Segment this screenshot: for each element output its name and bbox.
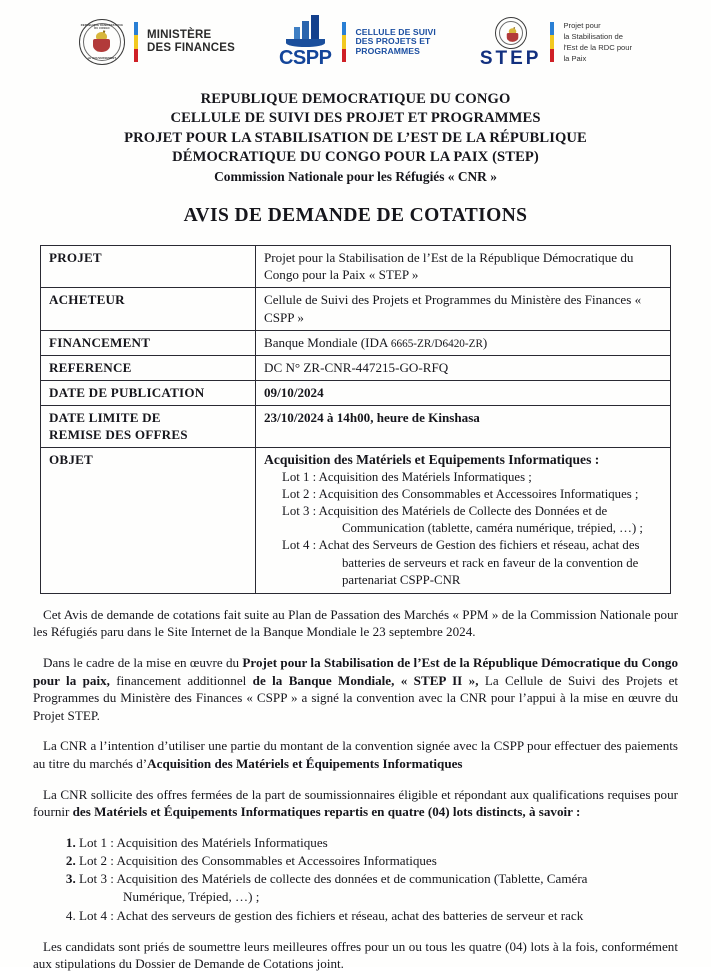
cspp-label-line1: CELLULE DE SUIVI bbox=[355, 26, 436, 37]
objet-lot-4-cont2: partenariat CSPP-CNR bbox=[342, 572, 461, 587]
table-value-objet bbox=[256, 448, 671, 594]
paragraph-1: Cet Avis de demande de cotations fait suite au Plan de Passation des Marchés « PPM » de la Commission Nationale pour les Réfugiés paru dans le Site Internet de la Banque Mondiale le 23 septembre 2024. bbox=[33, 606, 678, 640]
paragraph-2 bbox=[33, 654, 678, 724]
table-value-acheteur: Cellule de Suivi des Projets et Programmes du Ministère des Finances « CSPP » bbox=[256, 288, 671, 330]
cspp-wordmark: CSPP bbox=[278, 46, 332, 69]
ministere-label-line2: DES FINANCES bbox=[146, 42, 235, 54]
p4-seg-b: des Matériels et Équipements Informatiques repartis en quatre (04) lots distincts, à savoir : bbox=[72, 804, 581, 820]
table-key-projet: PROJET bbox=[41, 246, 256, 288]
seal-top-text: REPUBLIQUE DEMOCRATIQUE DU CONGO bbox=[80, 24, 124, 30]
table-key-reference: REFERENCE bbox=[41, 356, 256, 381]
objet-lot-4: Lot 4 : Achat des Serveurs de Gestion des fichiers et réseau, achat des bbox=[282, 538, 640, 553]
table-row bbox=[41, 288, 671, 330]
tricolor-bar-icon bbox=[550, 22, 554, 62]
objet-lot-4-cont: batteries de serveurs et rack en faveur de la convention de bbox=[342, 555, 639, 570]
header-line-5: Commission Nationale pour les Réfugiés « CNR » bbox=[214, 168, 497, 184]
table-key-date-limite bbox=[41, 406, 256, 448]
list-item bbox=[79, 907, 678, 925]
step-label bbox=[563, 20, 632, 64]
lots-list bbox=[33, 834, 678, 924]
tricolor-bar-icon bbox=[134, 22, 138, 62]
p2-seg-b: Projet pour la Stabilisation de l’Est de la République Démocratique du Congo pour la paix, bbox=[33, 655, 679, 688]
table-value-projet: Projet pour la Stabilisation de l’Est de la République Démocratique du Congo pour la Paix « STEP » bbox=[256, 246, 671, 288]
table-key-objet: OBJET bbox=[41, 448, 256, 594]
logo-step bbox=[480, 17, 632, 68]
header-line-3: PROJET POUR LA STABILISATION DE L’EST DE LA RÉPUBLIQUE bbox=[124, 129, 587, 146]
p4-seg-a: La CNR sollicite des offres fermées de la part de soumissionnaires éligible et répondant aux qualifications requises pour fournir bbox=[33, 786, 678, 820]
step-wordmark: STEP bbox=[479, 47, 542, 69]
table-value-reference: DC N° ZR-CNR-447215-GO-RFQ bbox=[256, 356, 671, 381]
table-row bbox=[41, 330, 671, 356]
date-limite-line2: REMISE DES OFFRES bbox=[49, 427, 188, 443]
tricolor-bar-icon bbox=[342, 22, 346, 62]
p2-seg-c: financement additionnel bbox=[109, 672, 253, 688]
cspp-label-line3: PROGRAMMES bbox=[355, 45, 420, 56]
page-title: AVIS DE DEMANDE DE COTATIONS bbox=[183, 205, 528, 227]
p2-seg-d: de la Banque Mondiale, « STEP II », bbox=[252, 672, 479, 688]
notice-info-table bbox=[40, 245, 671, 593]
table-key-financement: FINANCEMENT bbox=[41, 330, 256, 356]
document-header-titles bbox=[0, 90, 711, 185]
logo-ministere-des-finances bbox=[79, 19, 235, 65]
cspp-sailboat-icon bbox=[279, 17, 331, 68]
objet-heading: Acquisition des Matériels et Equipements Informatiques : bbox=[264, 452, 600, 468]
objet-lot-3-cont: Communication (tablette, caméra numérique, trépied, …) ; bbox=[342, 521, 643, 536]
seal-bottom-text: LE GOUVERNEMENT bbox=[87, 57, 117, 60]
step-label-line2: la Stabilisation de bbox=[563, 32, 623, 41]
lot-3-text: Lot 3 : Acquisition des Matériels de collecte des données et de communication (Tablette, Caméra bbox=[79, 871, 588, 887]
financement-ida-number: 6665-ZR/D6420-ZR bbox=[390, 337, 483, 350]
date-limite-line1: DATE LIMITE DE bbox=[49, 410, 161, 426]
drc-coat-of-arms-icon bbox=[495, 17, 527, 49]
paragraph-5: Les candidats sont priés de soumettre leurs meilleures offres pour un ou tous les quatre (04) lots à la fois, conformément aux stipulations du Dossier de Demande de Cotations joint. bbox=[33, 938, 678, 972]
table-value-date-publication: 09/10/2024 bbox=[256, 381, 671, 406]
table-row bbox=[41, 356, 671, 381]
ministere-label-line1: MINISTÈRE bbox=[146, 29, 212, 42]
paragraph-3 bbox=[33, 737, 678, 772]
objet-lot-3: Lot 3 : Acquisition des Matériels de Collecte des Données et de bbox=[282, 504, 608, 519]
lot-3-cont: Numérique, Trépied, …) ; bbox=[123, 889, 260, 905]
step-label-line1: Projet pour bbox=[563, 21, 601, 30]
cspp-label-line2: DES PROJETS ET bbox=[355, 36, 431, 47]
ministere-label bbox=[147, 29, 235, 55]
cspp-label bbox=[355, 28, 435, 57]
p2-seg-e: La Cellule de Suivi des Projets et Programmes du Ministère des Finances « CSPP » a signé la convention avec la CNR pour l’appui à la mise en œuvre du Projet STEP. bbox=[33, 672, 679, 723]
header-line-1: REPUBLIQUE DEMOCRATIQUE DU CONGO bbox=[200, 91, 511, 107]
p3-seg-a: La CNR a l’intention d’utiliser une partie du montant de la convention signée avec la CSPP pour effectuer des paiements au titre du marchés d’ bbox=[33, 738, 678, 772]
list-item bbox=[79, 852, 678, 870]
lot-1-text: Lot 1 : Acquisition des Matériels Informatiques bbox=[79, 834, 328, 850]
table-row bbox=[41, 406, 671, 448]
lot-2-text: Lot 2 : Acquisition des Consommables et Accessoires Informatiques bbox=[79, 853, 437, 869]
logo-cspp bbox=[279, 17, 436, 68]
table-key-date-publication: DATE DE PUBLICATION bbox=[41, 381, 256, 406]
objet-lot-1: Lot 1 : Acquisition des Matériels Informatiques ; bbox=[282, 469, 532, 484]
step-label-line3: l'Est de la RDC pour bbox=[563, 43, 633, 52]
objet-lot-2: Lot 2 : Acquisition des Consommables et Accessoires Informatiques ; bbox=[282, 486, 639, 501]
logo-header-band bbox=[0, 0, 711, 74]
table-value-date-limite: 23/10/2024 à 14h00, heure de Kinshasa bbox=[256, 406, 671, 448]
document-body bbox=[33, 594, 678, 973]
drc-coat-of-arms-icon bbox=[79, 19, 125, 65]
table-row bbox=[41, 381, 671, 406]
table-row bbox=[41, 246, 671, 288]
header-line-2: CELLULE DE SUIVI DES PROJET ET PROGRAMMES bbox=[170, 110, 541, 127]
step-label-line4: la Paix bbox=[563, 54, 587, 63]
list-item bbox=[79, 834, 678, 852]
paragraph-4 bbox=[33, 786, 678, 821]
financement-tail: ) bbox=[482, 334, 488, 350]
lot-4-text: Lot 4 : Achat des serveurs de gestion des fichiers et réseau, achat des batteries de serveur et rack bbox=[79, 907, 584, 923]
p3-seg-b: Acquisition des Matériels et Équipements Informatiques bbox=[147, 756, 463, 772]
header-line-4: DÉMOCRATIQUE DU CONGO POUR LA PAIX (STEP) bbox=[172, 149, 539, 166]
financement-text: Banque Mondiale (IDA bbox=[264, 334, 391, 350]
table-value-financement bbox=[256, 330, 671, 356]
table-row bbox=[41, 448, 671, 594]
p2-seg-a: Dans le cadre de la mise en œuvre du bbox=[43, 655, 243, 671]
table-key-acheteur: ACHETEUR bbox=[41, 288, 256, 330]
list-item bbox=[79, 870, 678, 906]
